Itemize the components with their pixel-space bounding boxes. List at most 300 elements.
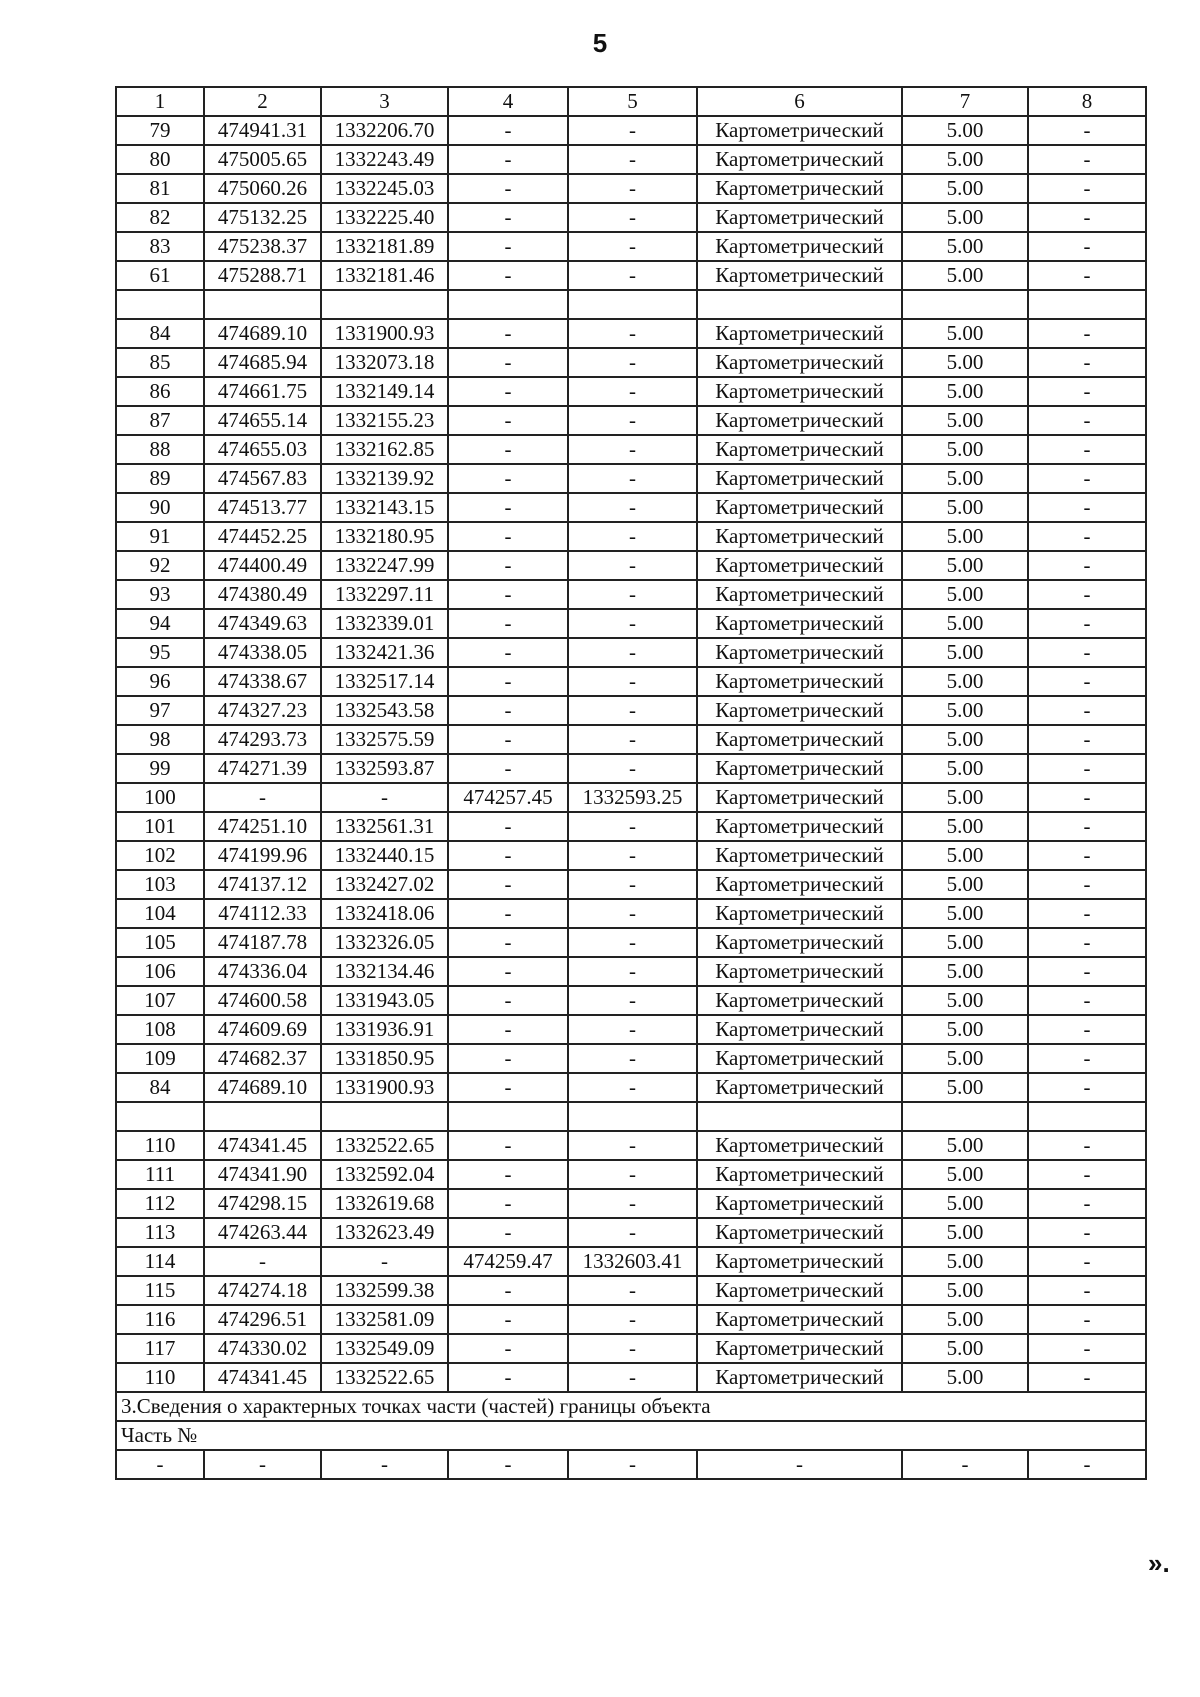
table-cell: Картометрический xyxy=(697,783,902,812)
table-cell: 107 xyxy=(116,986,204,1015)
table-cell: 1332522.65 xyxy=(321,1131,448,1160)
table-cell: 90 xyxy=(116,493,204,522)
table-cell: - xyxy=(448,1044,568,1073)
table-cell: 5.00 xyxy=(902,812,1028,841)
table-cell: Картометрический xyxy=(697,1247,902,1276)
table-cell: 5.00 xyxy=(902,1073,1028,1102)
empty-cell: - xyxy=(116,1450,204,1479)
table-cell: - xyxy=(568,725,697,754)
table-cell: 1332561.31 xyxy=(321,812,448,841)
table-cell: 101 xyxy=(116,812,204,841)
table-cell: - xyxy=(448,725,568,754)
table-cell xyxy=(1028,290,1146,319)
table-cell: - xyxy=(448,986,568,1015)
table-cell: - xyxy=(568,261,697,290)
table-row xyxy=(116,232,1146,261)
header-cell: 3 xyxy=(321,87,448,116)
table-cell: Картометрический xyxy=(697,609,902,638)
table-cell: 95 xyxy=(116,638,204,667)
table-cell: - xyxy=(448,1305,568,1334)
table-cell: 5.00 xyxy=(902,232,1028,261)
table-cell: - xyxy=(568,348,697,377)
table-cell: - xyxy=(568,812,697,841)
table-cell: 1332181.89 xyxy=(321,232,448,261)
table-cell: 108 xyxy=(116,1015,204,1044)
table-row xyxy=(116,812,1146,841)
table-row xyxy=(116,928,1146,957)
empty-cell: - xyxy=(1028,1450,1146,1479)
table-cell: 1332543.58 xyxy=(321,696,448,725)
table-cell: 104 xyxy=(116,899,204,928)
table-cell: - xyxy=(568,580,697,609)
table-cell: 475060.26 xyxy=(204,174,321,203)
table-cell: 474330.02 xyxy=(204,1334,321,1363)
table-cell: - xyxy=(448,406,568,435)
table-cell: Картометрический xyxy=(697,580,902,609)
table-cell: - xyxy=(448,348,568,377)
table-cell: 475132.25 xyxy=(204,203,321,232)
table-cell: Картометрический xyxy=(697,812,902,841)
header-cell: 4 xyxy=(448,87,568,116)
table-cell: - xyxy=(568,696,697,725)
table-cell: - xyxy=(568,667,697,696)
table-row xyxy=(116,899,1146,928)
table-row xyxy=(116,377,1146,406)
table-cell: 1332225.40 xyxy=(321,203,448,232)
table-cell: - xyxy=(448,145,568,174)
table-cell: - xyxy=(448,899,568,928)
table-cell: Картометрический xyxy=(697,1276,902,1305)
table-cell: - xyxy=(1028,1131,1146,1160)
table-cell: - xyxy=(1028,232,1146,261)
table-cell: - xyxy=(1028,435,1146,464)
table-cell: 474452.25 xyxy=(204,522,321,551)
table-cell: 5.00 xyxy=(902,522,1028,551)
table-cell: 84 xyxy=(116,319,204,348)
table-cell: 112 xyxy=(116,1189,204,1218)
table-row xyxy=(116,986,1146,1015)
table-cell: 474341.90 xyxy=(204,1160,321,1189)
table-cell: 474661.75 xyxy=(204,377,321,406)
table-cell: 474293.73 xyxy=(204,725,321,754)
table-cell: 5.00 xyxy=(902,754,1028,783)
table-cell: 117 xyxy=(116,1334,204,1363)
table-cell: 5.00 xyxy=(902,1131,1028,1160)
table-row xyxy=(116,261,1146,290)
table-cell: 1332339.01 xyxy=(321,609,448,638)
table-row xyxy=(116,870,1146,899)
table-cell: 5.00 xyxy=(902,1044,1028,1073)
table-cell: - xyxy=(1028,870,1146,899)
table-cell: 1332421.36 xyxy=(321,638,448,667)
table-cell: - xyxy=(568,406,697,435)
table-cell: - xyxy=(1028,957,1146,986)
table-cell: - xyxy=(568,609,697,638)
table-cell: 5.00 xyxy=(902,1363,1028,1392)
table-cell: 474271.39 xyxy=(204,754,321,783)
table-cell: Картометрический xyxy=(697,638,902,667)
table-cell: 1332326.05 xyxy=(321,928,448,957)
table-cell: - xyxy=(568,1276,697,1305)
table-cell: Картометрический xyxy=(697,1334,902,1363)
table-cell: - xyxy=(448,1363,568,1392)
table-cell: Картометрический xyxy=(697,174,902,203)
table-cell: 5.00 xyxy=(902,261,1028,290)
table-cell: 5.00 xyxy=(902,377,1028,406)
table-cell: 5.00 xyxy=(902,1015,1028,1044)
table-row xyxy=(116,667,1146,696)
table-cell: Картометрический xyxy=(697,493,902,522)
table-cell: 5.00 xyxy=(902,1334,1028,1363)
table-body xyxy=(116,116,1146,1392)
table-cell: - xyxy=(1028,580,1146,609)
table-cell xyxy=(116,290,204,319)
table-cell: - xyxy=(1028,725,1146,754)
table-row xyxy=(116,957,1146,986)
table-cell: - xyxy=(448,1189,568,1218)
table-cell: Картометрический xyxy=(697,319,902,348)
table-cell: 1332575.59 xyxy=(321,725,448,754)
table-cell: 474298.15 xyxy=(204,1189,321,1218)
table-cell: 474112.33 xyxy=(204,899,321,928)
table-cell: - xyxy=(568,754,697,783)
table-cell: - xyxy=(448,261,568,290)
table-cell: 1332581.09 xyxy=(321,1305,448,1334)
table-cell: 61 xyxy=(116,261,204,290)
table-cell: Картометрический xyxy=(697,232,902,261)
table-row xyxy=(116,1044,1146,1073)
table-cell: - xyxy=(1028,667,1146,696)
table-cell: - xyxy=(1028,1073,1146,1102)
table-cell: 474689.10 xyxy=(204,1073,321,1102)
table-cell: 1332603.41 xyxy=(568,1247,697,1276)
table-cell: - xyxy=(568,435,697,464)
table-cell: 5.00 xyxy=(902,493,1028,522)
table-cell: 5.00 xyxy=(902,1276,1028,1305)
table-cell: 5.00 xyxy=(902,725,1028,754)
table-cell: - xyxy=(1028,1363,1146,1392)
table-cell: 110 xyxy=(116,1363,204,1392)
table-cell: 86 xyxy=(116,377,204,406)
header-row xyxy=(116,87,1146,116)
table-cell: 1332149.14 xyxy=(321,377,448,406)
table-cell: - xyxy=(1028,1218,1146,1247)
table-cell: Картометрический xyxy=(697,725,902,754)
table-cell: 474251.10 xyxy=(204,812,321,841)
table-cell: - xyxy=(568,899,697,928)
table-cell xyxy=(697,1102,902,1131)
table-cell: 1332143.15 xyxy=(321,493,448,522)
table-cell: - xyxy=(568,116,697,145)
table-cell: - xyxy=(448,696,568,725)
table-cell: 474338.67 xyxy=(204,667,321,696)
table-cell: 1332243.49 xyxy=(321,145,448,174)
table-cell: - xyxy=(568,1334,697,1363)
table-cell: 96 xyxy=(116,667,204,696)
table-cell: 80 xyxy=(116,145,204,174)
table-cell: - xyxy=(568,1160,697,1189)
table-cell: 5.00 xyxy=(902,667,1028,696)
table-cell xyxy=(448,290,568,319)
table-row xyxy=(116,406,1146,435)
table-cell: - xyxy=(448,464,568,493)
table-cell: 5.00 xyxy=(902,1160,1028,1189)
table-cell: 1332418.06 xyxy=(321,899,448,928)
table-cell: - xyxy=(321,783,448,812)
table-cell: - xyxy=(448,928,568,957)
part-empty-row xyxy=(116,1450,1146,1479)
table-cell: 110 xyxy=(116,1131,204,1160)
table-cell: 474682.37 xyxy=(204,1044,321,1073)
table-row xyxy=(116,290,1146,319)
table-cell: - xyxy=(1028,1247,1146,1276)
table-row xyxy=(116,145,1146,174)
table-cell: - xyxy=(568,1305,697,1334)
table-cell: - xyxy=(1028,1015,1146,1044)
part-label-row xyxy=(116,1421,1146,1450)
table-cell: 111 xyxy=(116,1160,204,1189)
table-cell: Картометрический xyxy=(697,1044,902,1073)
table-row xyxy=(116,464,1146,493)
table-cell: 1332440.15 xyxy=(321,841,448,870)
table-cell: 5.00 xyxy=(902,464,1028,493)
table-cell: Картометрический xyxy=(697,1218,902,1247)
table-row xyxy=(116,435,1146,464)
table-cell: 1332206.70 xyxy=(321,116,448,145)
table-cell: - xyxy=(568,1044,697,1073)
table-cell: 474263.44 xyxy=(204,1218,321,1247)
table-cell: - xyxy=(448,1015,568,1044)
table-cell: 115 xyxy=(116,1276,204,1305)
table-cell xyxy=(1028,1102,1146,1131)
table-cell xyxy=(204,1102,321,1131)
table-cell: 474941.31 xyxy=(204,116,321,145)
table-cell: - xyxy=(448,377,568,406)
table-cell: - xyxy=(1028,522,1146,551)
table-cell: 474259.47 xyxy=(448,1247,568,1276)
table-cell: - xyxy=(1028,1160,1146,1189)
table-cell: Картометрический xyxy=(697,116,902,145)
table-row xyxy=(116,1334,1146,1363)
table-cell: 5.00 xyxy=(902,841,1028,870)
table-cell: - xyxy=(568,377,697,406)
table-row xyxy=(116,580,1146,609)
table-cell: 475288.71 xyxy=(204,261,321,290)
table-cell: 5.00 xyxy=(902,870,1028,899)
table-cell: 475238.37 xyxy=(204,232,321,261)
header-cell: 7 xyxy=(902,87,1028,116)
table-cell: 5.00 xyxy=(902,1189,1028,1218)
table-cell: - xyxy=(448,1276,568,1305)
table-row xyxy=(116,319,1146,348)
table-cell: 1332427.02 xyxy=(321,870,448,899)
table-cell: 5.00 xyxy=(902,928,1028,957)
table-cell: 89 xyxy=(116,464,204,493)
table-cell: - xyxy=(568,1363,697,1392)
table-cell: 87 xyxy=(116,406,204,435)
table-cell: - xyxy=(1028,493,1146,522)
table-cell: 5.00 xyxy=(902,1218,1028,1247)
table-cell: - xyxy=(1028,377,1146,406)
table-cell: - xyxy=(1028,783,1146,812)
table-cell: - xyxy=(568,928,697,957)
table-cell: - xyxy=(448,319,568,348)
table-cell: - xyxy=(568,1015,697,1044)
table-cell: 1332155.23 xyxy=(321,406,448,435)
table-cell: 109 xyxy=(116,1044,204,1073)
table-cell: 1332139.92 xyxy=(321,464,448,493)
table-cell: - xyxy=(448,232,568,261)
table-cell: - xyxy=(568,464,697,493)
table-cell: Картометрический xyxy=(697,348,902,377)
table-cell: 474341.45 xyxy=(204,1363,321,1392)
table-cell: 98 xyxy=(116,725,204,754)
table-cell: 79 xyxy=(116,116,204,145)
table-cell: 474609.69 xyxy=(204,1015,321,1044)
table-cell: - xyxy=(568,551,697,580)
table-cell: - xyxy=(448,754,568,783)
empty-cell: - xyxy=(321,1450,448,1479)
table-row xyxy=(116,1276,1146,1305)
table-cell: - xyxy=(568,957,697,986)
table-cell xyxy=(321,290,448,319)
table-row xyxy=(116,696,1146,725)
table-cell: 1331900.93 xyxy=(321,1073,448,1102)
table-cell: 1332549.09 xyxy=(321,1334,448,1363)
part-label: Часть № xyxy=(116,1421,1146,1450)
table-cell xyxy=(568,1102,697,1131)
table-cell: 1332245.03 xyxy=(321,174,448,203)
table-cell: Картометрический xyxy=(697,841,902,870)
table-cell: Картометрический xyxy=(697,377,902,406)
table-cell xyxy=(448,1102,568,1131)
table-cell: Картометрический xyxy=(697,870,902,899)
table-cell: Картометрический xyxy=(697,1363,902,1392)
table-cell: 474689.10 xyxy=(204,319,321,348)
table-cell xyxy=(204,290,321,319)
table-cell: - xyxy=(448,638,568,667)
table-cell: - xyxy=(1028,754,1146,783)
table-cell: - xyxy=(1028,319,1146,348)
table-cell: Картометрический xyxy=(697,551,902,580)
table-cell: Картометрический xyxy=(697,1305,902,1334)
table-cell: 116 xyxy=(116,1305,204,1334)
table-cell: - xyxy=(568,522,697,551)
table-row xyxy=(116,348,1146,377)
table-cell: - xyxy=(1028,609,1146,638)
table-cell: - xyxy=(448,435,568,464)
table-cell: Картометрический xyxy=(697,696,902,725)
table-cell: - xyxy=(448,174,568,203)
table-cell: - xyxy=(448,203,568,232)
table-cell: 474349.63 xyxy=(204,609,321,638)
table-cell xyxy=(116,1102,204,1131)
table-cell: - xyxy=(1028,986,1146,1015)
table-cell: 83 xyxy=(116,232,204,261)
table-cell: - xyxy=(1028,1334,1146,1363)
table-cell: 113 xyxy=(116,1218,204,1247)
table-cell: - xyxy=(568,841,697,870)
table-cell: - xyxy=(1028,261,1146,290)
table-cell: Картометрический xyxy=(697,203,902,232)
table-cell: - xyxy=(448,551,568,580)
table-cell: - xyxy=(448,1334,568,1363)
table-cell: - xyxy=(448,870,568,899)
table-cell: 97 xyxy=(116,696,204,725)
table-cell: 1332593.25 xyxy=(568,783,697,812)
page-number: 5 xyxy=(592,28,608,58)
table-cell: 5.00 xyxy=(902,145,1028,174)
table-cell: 5.00 xyxy=(902,1305,1028,1334)
table-cell: 474199.96 xyxy=(204,841,321,870)
table-cell: 5.00 xyxy=(902,986,1028,1015)
table-cell: 475005.65 xyxy=(204,145,321,174)
table-cell: 474257.45 xyxy=(448,783,568,812)
table-row xyxy=(116,638,1146,667)
section-title-row xyxy=(116,1392,1146,1421)
table-cell: 1332247.99 xyxy=(321,551,448,580)
table-cell: Картометрический xyxy=(697,667,902,696)
table-cell: 92 xyxy=(116,551,204,580)
table-cell: 1332619.68 xyxy=(321,1189,448,1218)
table-cell: 1332073.18 xyxy=(321,348,448,377)
header-cell: 2 xyxy=(204,87,321,116)
table-cell xyxy=(568,290,697,319)
table-row xyxy=(116,174,1146,203)
table-cell: - xyxy=(1028,812,1146,841)
table-cell: - xyxy=(568,638,697,667)
table-cell: - xyxy=(204,783,321,812)
table-cell: 1332593.87 xyxy=(321,754,448,783)
header-cell: 6 xyxy=(697,87,902,116)
table-cell: 5.00 xyxy=(902,435,1028,464)
table-cell: - xyxy=(448,841,568,870)
table-cell: - xyxy=(568,493,697,522)
table-cell: 474685.94 xyxy=(204,348,321,377)
table-row xyxy=(116,203,1146,232)
table-cell: 5.00 xyxy=(902,116,1028,145)
table-row xyxy=(116,1363,1146,1392)
table-cell: 99 xyxy=(116,754,204,783)
table-cell: 5.00 xyxy=(902,348,1028,377)
table-cell: 114 xyxy=(116,1247,204,1276)
table-cell: - xyxy=(1028,551,1146,580)
table-cell: 82 xyxy=(116,203,204,232)
table-cell: - xyxy=(1028,696,1146,725)
empty-cell: - xyxy=(448,1450,568,1479)
table-cell: 474655.14 xyxy=(204,406,321,435)
table-row xyxy=(116,1247,1146,1276)
table-cell: - xyxy=(448,116,568,145)
table-cell: Картометрический xyxy=(697,1073,902,1102)
table-cell: 1331943.05 xyxy=(321,986,448,1015)
table-row xyxy=(116,1305,1146,1334)
table-cell: 106 xyxy=(116,957,204,986)
table-cell: Картометрический xyxy=(697,928,902,957)
header-cell: 5 xyxy=(568,87,697,116)
table-cell: 5.00 xyxy=(902,203,1028,232)
table-cell: - xyxy=(448,957,568,986)
table-cell: - xyxy=(1028,464,1146,493)
table-cell xyxy=(902,1102,1028,1131)
table-row xyxy=(116,551,1146,580)
table-cell: - xyxy=(1028,841,1146,870)
table-cell: 5.00 xyxy=(902,580,1028,609)
table-cell: Картометрический xyxy=(697,1160,902,1189)
table-cell: 474274.18 xyxy=(204,1276,321,1305)
table-cell: - xyxy=(1028,348,1146,377)
table-row xyxy=(116,1189,1146,1218)
